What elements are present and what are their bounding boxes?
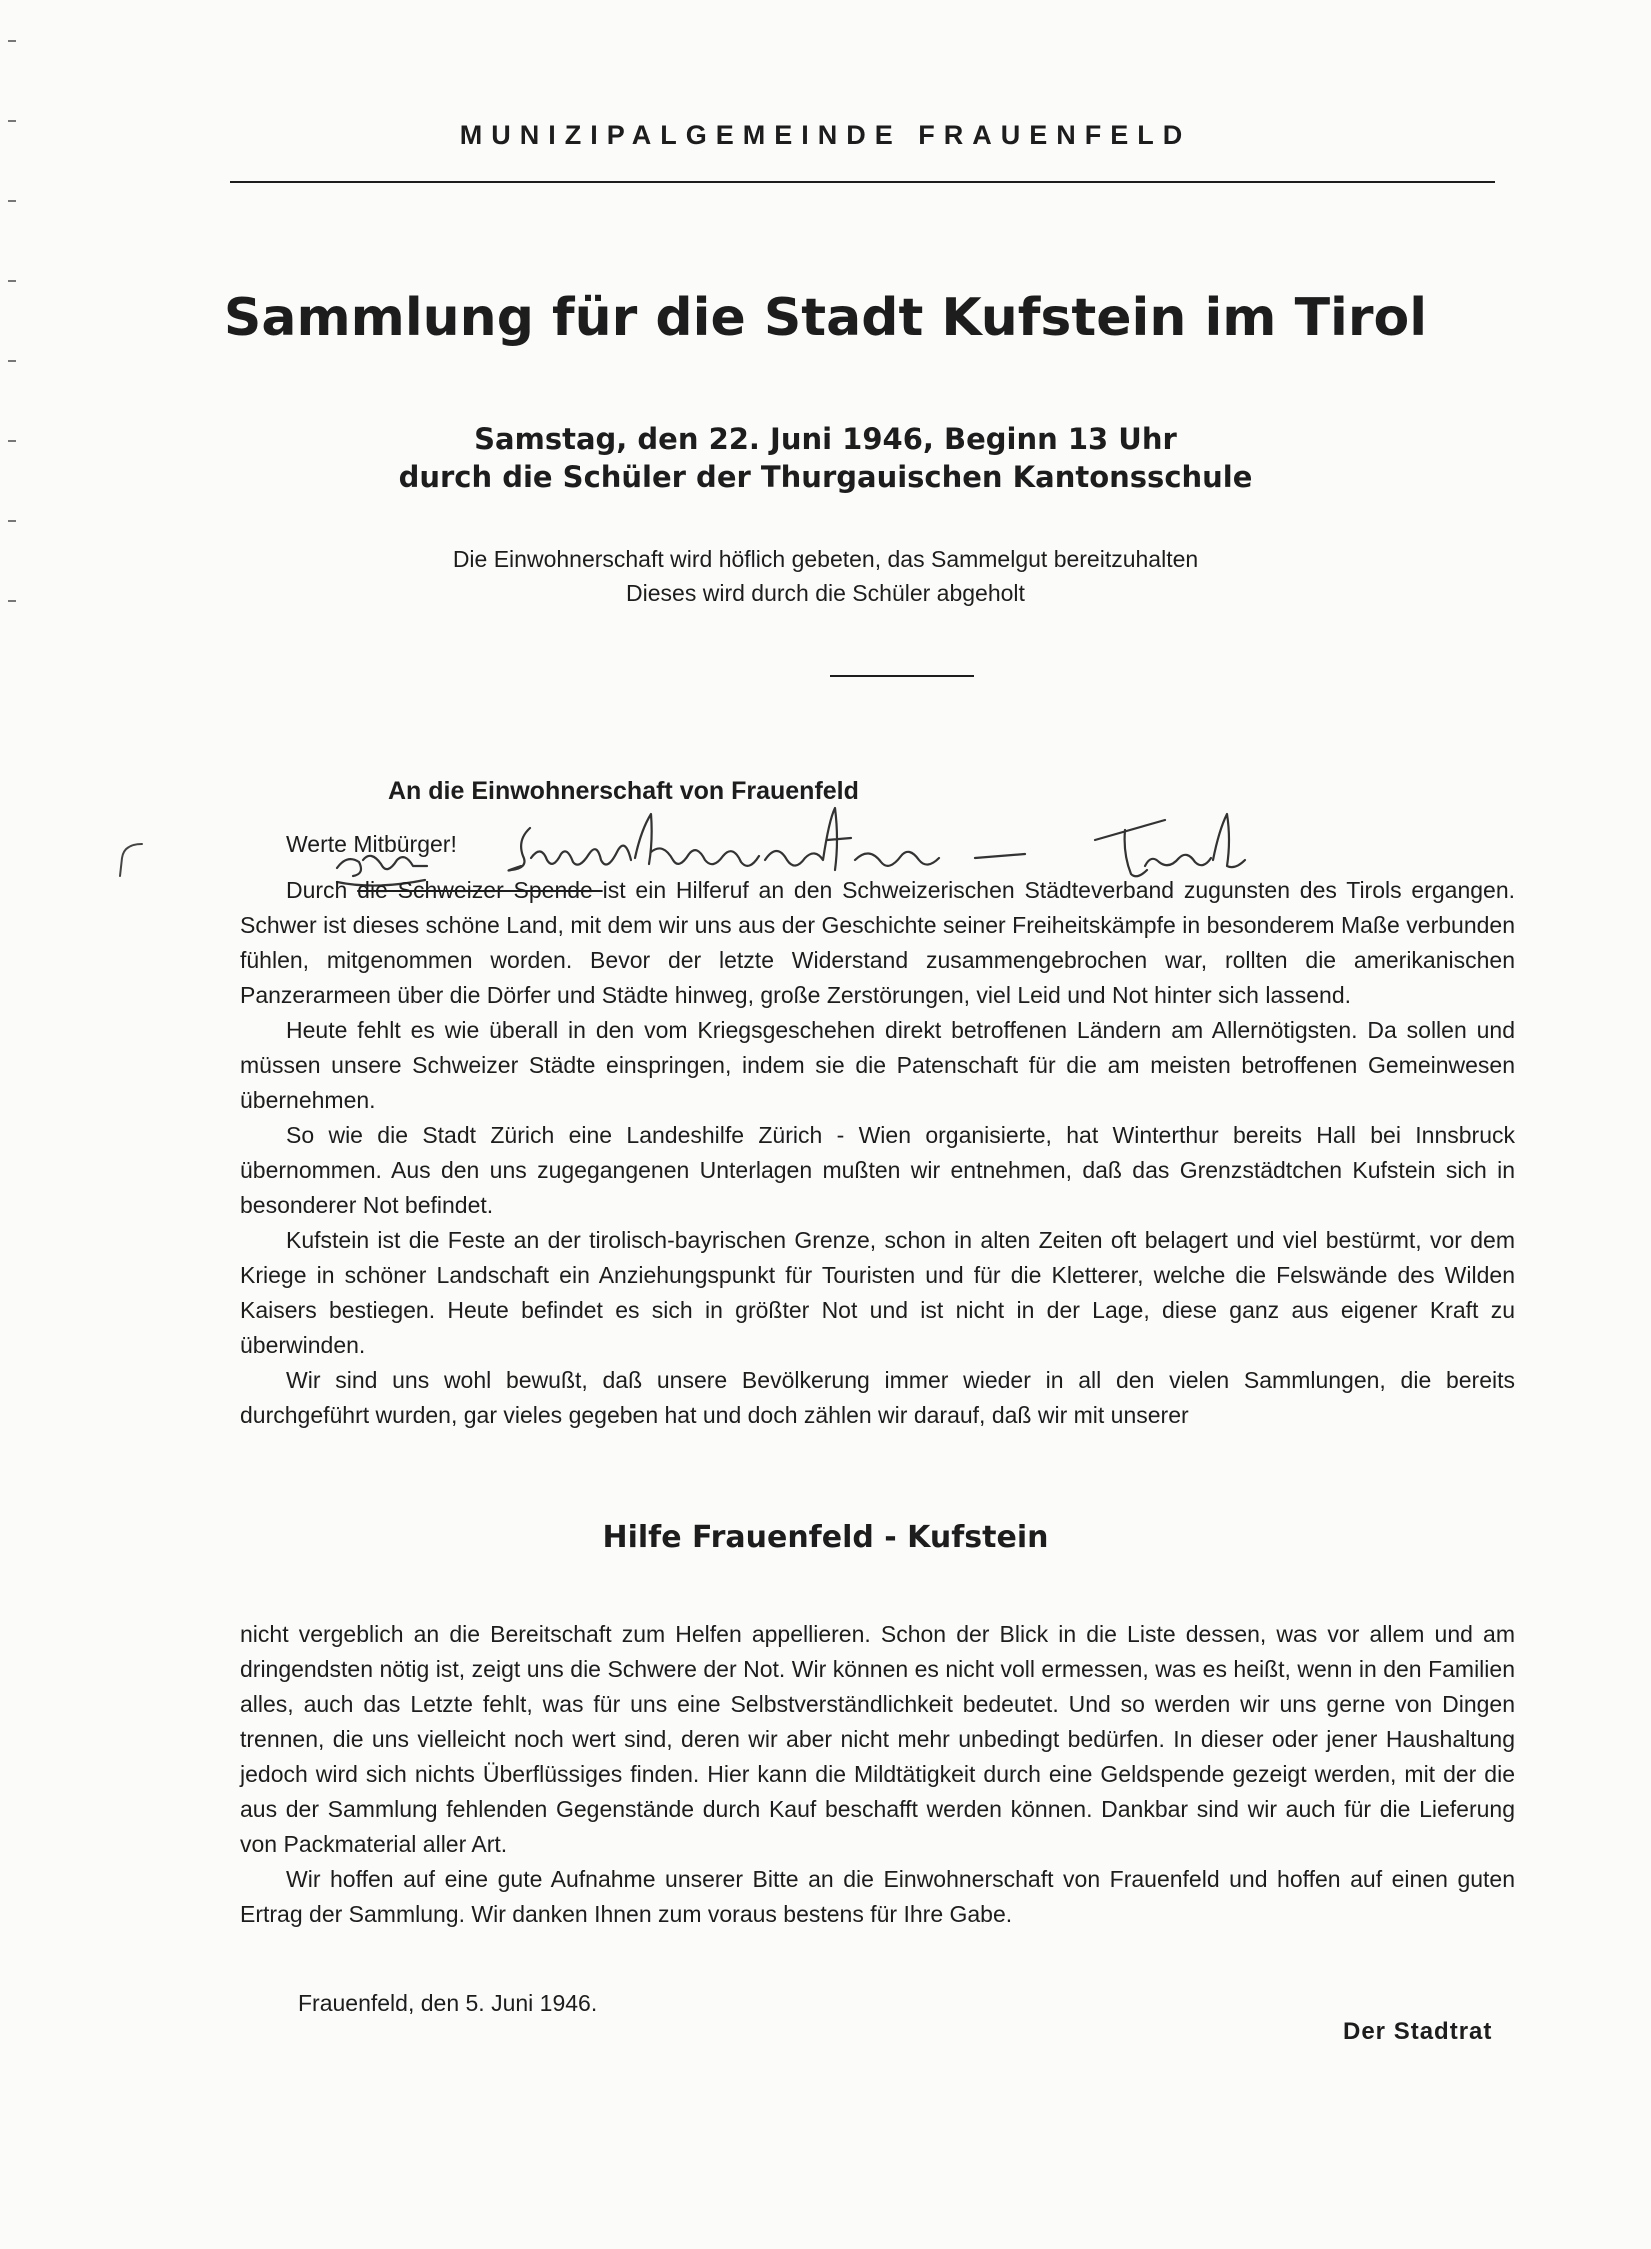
letter-body-part-1 bbox=[240, 873, 1515, 1433]
addressee: An die Einwohnerschaft von Frauenfeld bbox=[388, 777, 859, 805]
document-title: Sammlung für die Stadt Kufstein im Tirol bbox=[223, 288, 1428, 348]
paragraph-2: Heute fehlt es wie überall in den vom Kriegsgeschehen direkt betroffenen Ländern am Allernötigsten. Da sollen und müssen unsere Schweizer Städte einspringen, indem sie die Patenschaft für die am meisten betroffenen Gemeinwesen übernehmen. bbox=[240, 1017, 1515, 1113]
margin-mark bbox=[8, 200, 16, 202]
pen-mark bbox=[118, 838, 148, 878]
margin-mark bbox=[8, 520, 16, 522]
margin-mark bbox=[8, 360, 16, 362]
paragraph-3: So wie die Stadt Zürich eine Landeshilfe Zürich - Wien organisierte, hat Winterthur bereits Hall bei Innsbruck übernommen. Aus den uns zugegangenen Unterlagen mußten wir entnehmen, daß das Grenzstädtchen Kufstein sich in besonderer Not befindet. bbox=[240, 1122, 1515, 1218]
municipality-header: MUNIZIPALGEMEINDE FRAUENFELD bbox=[459, 120, 1192, 150]
signatory: Der Stadtrat bbox=[1343, 2018, 1493, 2045]
margin-mark bbox=[8, 40, 16, 42]
paragraph-1-start: Durch bbox=[286, 877, 358, 903]
place-date: Frauenfeld, den 5. Juni 1946. bbox=[298, 1990, 598, 2016]
paragraph-5: Wir sind uns wohl bewußt, daß unsere Bevölkerung immer wieder in all den vielen Sammlungen, die bereits durchgeführt wurden, gar vieles gegeben hat und doch zählen wir darauf, daß wir mit unserer bbox=[240, 1367, 1515, 1428]
campaign-heading: Hilfe Frauenfeld - Kufstein bbox=[602, 1520, 1049, 1555]
info-line-1: Die Einwohnerschaft wird höflich gebeten, das Sammelgut bereitzuhalten bbox=[452, 546, 1199, 572]
paragraph-7: Wir hoffen auf eine gute Aufnahme unserer Bitte an die Einwohnerschaft von Frauenfeld und hoffen auf einen guten Ertrag der Sammlung. Wir danken Ihnen zum voraus bestens für Ihre Gabe. bbox=[240, 1866, 1515, 1927]
info-line-2: Dieses wird durch die Schüler abgeholt bbox=[626, 580, 1025, 606]
header-divider bbox=[230, 181, 1495, 183]
paragraph-1-rest: ist ein Hilferuf an den Schweizerischen Städteverband zugunsten des Tirols ergangen. Schwer ist dieses schöne Land, mit dem wir uns aus der Geschichte seiner Freiheitskämpfe in besonderem Maße verbunden fühlen, mitgenommen worden. Bevor der letzte Widerstand zusammengebrochen war, rollten die amerikanischen Panzerarmeen über die Dörfer und Städte hinweg, große Zerstörungen, viel Leid und Not hinter sich lassend. bbox=[240, 877, 1516, 1008]
event-date-line: Samstag, den 22. Juni 1946, Beginn 13 Uhr bbox=[474, 422, 1177, 456]
letter-body-part-2 bbox=[240, 1617, 1515, 1932]
salutation: Werte Mitbürger! bbox=[286, 831, 457, 857]
margin-mark bbox=[8, 280, 16, 282]
event-organizer-line: durch die Schüler der Thurgauischen Kantonsschule bbox=[398, 460, 1253, 494]
section-divider bbox=[830, 675, 974, 677]
struck-phrase: die Schweizer Spende bbox=[357, 877, 603, 903]
paragraph-4: Kufstein ist die Feste an der tirolisch-bayrischen Grenze, schon in alten Zeiten oft belagert und viel bestürmt, vor dem Kriege in schöner Landschaft ein Anziehungspunkt für Touristen und für die Kletterer, welche die Felswände des Wilden Kaisers bestiegen. Heute befindet es sich in größter Not und ist nicht in der Lage, diese ganz aus eigener Kraft zu überwinden. bbox=[240, 1227, 1515, 1358]
paragraph-1 bbox=[240, 873, 1515, 1013]
paragraph-6: nicht vergeblich an die Bereitschaft zum Helfen appellieren. Schon der Blick in die Liste dessen, was vor allem und am dringendsten nötig ist, zeigt uns die Schwere der Not. Wir können es nicht voll ermessen, was es heißt, wenn in den Familien alles, auch das Letzte fehlt, was für uns eine Selbstverständlichkeit bedeutet. Und so werden wir uns gerne von Dingen trennen, die uns vielleicht noch wert sind, deren wir aber nicht mehr unbedingt bedürfen. In dieser oder jener Haushaltung jedoch wird sich nichts Überflüssiges finden. Hier kann die Mildtätigkeit durch eine Geldspende gezeigt werden, mit der die aus der Sammlung fehlenden Gegenstände durch Kauf beschafft werden können. Dankbar sind wir auch für die Lieferung von Packmaterial aller Art. bbox=[240, 1621, 1515, 1857]
